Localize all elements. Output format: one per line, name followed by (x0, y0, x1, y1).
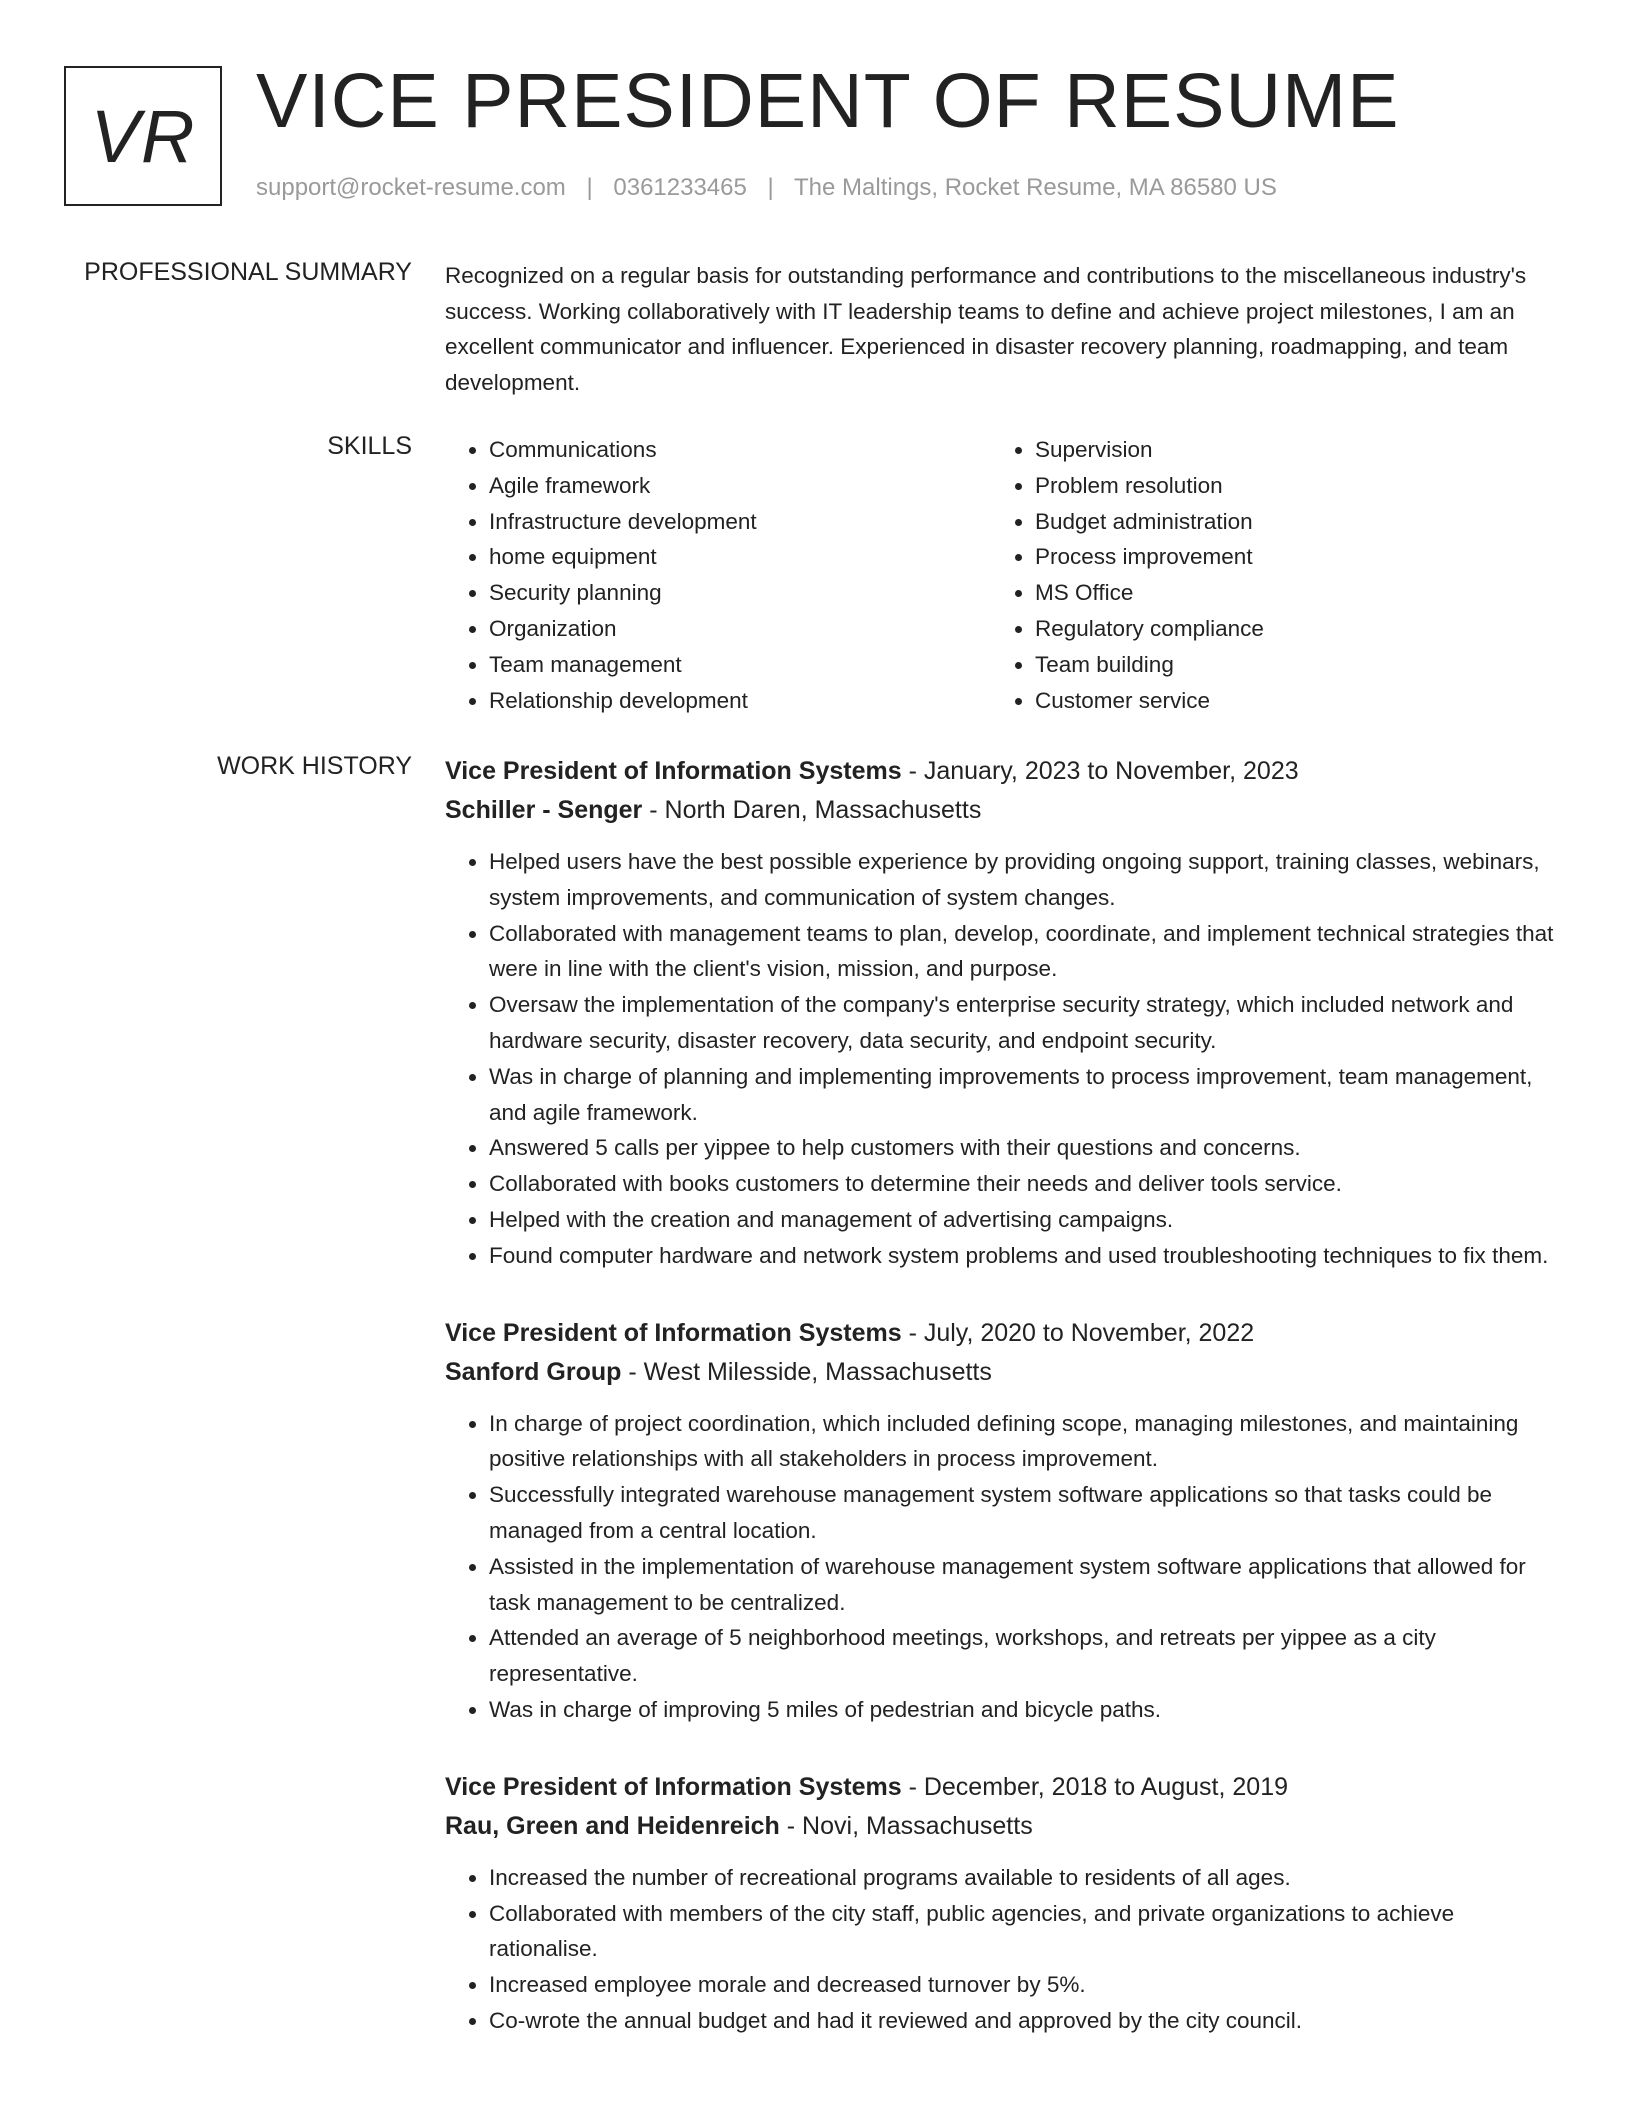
skills-list-left (445, 432, 989, 718)
job-duty-item: • Successfully integrated warehouse management system software applications so that tasks could be managed from a central location. (489, 1477, 1565, 1549)
job-company: Schiller - Senger (445, 796, 643, 824)
job-duty-item: • Assisted in the implementation of warehouse management system software applications that allowed for task management to be centralized. (489, 1549, 1565, 1621)
skill-item: • Team management (489, 647, 989, 683)
job-company-line (445, 1352, 1565, 1392)
job-entry (445, 1768, 1565, 2039)
job-duties-list (445, 1406, 1565, 1728)
job-duty-item: • Helped users have the best possible experience by providing ongoing support, training classes, webinars, system improvements, and communication of system changes. (489, 844, 1565, 916)
skill-item: • Communications (489, 432, 989, 468)
job-company: Sanford Group (445, 1357, 622, 1386)
job-duty-item: • Answered 5 calls per yippee to help customers with their questions and concerns. (489, 1130, 1565, 1166)
job-duty-item: • Collaborated with books customers to determine their needs and deliver tools service. (489, 1166, 1565, 1202)
contact-email: support@rocket-resume.com (256, 174, 566, 201)
contact-separator: | (767, 174, 774, 201)
skill-item: • MS Office (1035, 575, 1535, 611)
job-company: Rau, Green and Heidenreich (445, 1811, 780, 1840)
skill-item: • Agile framework (489, 468, 989, 504)
contact-separator: | (586, 174, 593, 201)
job-dates: - July, 2020 to November, 2022 (908, 1318, 1255, 1347)
skill-item: • Budget administration (1035, 504, 1535, 540)
job-location: - West Milesside, Massachusetts (628, 1357, 992, 1386)
job-entry (445, 1314, 1565, 1728)
job-duty-item: • Was in charge of planning and implementing improvements to process improvement, team management, and agile framework. (489, 1059, 1565, 1131)
summary-text: Recognized on a regular basis for outstanding performance and contributions to the miscellaneous industry's success. Working collaboratively with IT leadership teams to define and achieve project milestones, I am an excellent communicator and influencer. Experienced in disaster recovery planning, roadmapping, and team development. (445, 263, 1527, 395)
job-duty-item: • Collaborated with members of the city staff, public agencies, and private organizations to achieve rationalise. (489, 1896, 1565, 1968)
contact-line (256, 174, 1277, 202)
skill-item: • Process improvement (1035, 539, 1535, 575)
job-title: Vice President of Information Systems (445, 1318, 902, 1347)
job-entry (445, 752, 1565, 1274)
job-duty-item: • Increased the number of recreational programs available to residents of all ages. (489, 1860, 1565, 1896)
skill-item: • home equipment (489, 539, 989, 575)
summary-body (445, 258, 1565, 400)
job-duty-item: • Increased employee morale and decreased turnover by 5%. (489, 1967, 1565, 2003)
job-title-line (445, 1314, 1565, 1352)
summary-heading: PROFESSIONAL SUMMARY (84, 258, 412, 286)
job-duties-list (445, 844, 1565, 1274)
job-title: Vice President of Information Systems (445, 757, 902, 785)
job-title: Vice President of Information Systems (445, 1772, 902, 1801)
job-company-line (445, 1806, 1565, 1846)
job-duty-item: • Was in charge of improving 5 miles of pedestrian and bicycle paths. (489, 1692, 1565, 1728)
work-history-body (445, 752, 1565, 2079)
contact-phone: 0361233465 (613, 174, 747, 201)
skill-item: • Customer service (1035, 683, 1535, 719)
job-duties-list (445, 1860, 1565, 2039)
job-location: - North Daren, Massachusetts (649, 796, 982, 824)
skills-heading: SKILLS (327, 432, 412, 460)
job-duty-item: • Collaborated with management teams to plan, develop, coordinate, and implement technical strategies that were in line with the client's vision, mission, and purpose. (489, 916, 1565, 988)
job-title-line (445, 1768, 1565, 1806)
job-duty-item: • In charge of project coordination, which included defining scope, managing milestones, and maintaining positive relationships with all stakeholders in process improvement. (489, 1406, 1565, 1478)
job-company-line (445, 790, 1565, 830)
skills-list-right (991, 432, 1535, 718)
skill-item: • Problem resolution (1035, 468, 1535, 504)
job-duty-item: • Found computer hardware and network system problems and used troubleshooting techniques to fix them. (489, 1238, 1565, 1274)
skill-item: • Team building (1035, 647, 1535, 683)
work-history-heading: WORK HISTORY (217, 752, 412, 780)
skill-item: • Supervision (1035, 432, 1535, 468)
job-duty-item: • Attended an average of 5 neighborhood meetings, workshops, and retreats per yippee as a city representative. (489, 1620, 1565, 1692)
job-duty-item: • Oversaw the implementation of the company's enterprise security strategy, which included network and hardware security, disaster recovery, data security, and endpoint security. (489, 987, 1565, 1059)
skill-item: • Organization (489, 611, 989, 647)
job-title-line (445, 752, 1565, 790)
job-duty-item: • Helped with the creation and management of advertising campaigns. (489, 1202, 1565, 1238)
job-location: - Novi, Massachusetts (786, 1811, 1033, 1840)
skill-item: • Regulatory compliance (1035, 611, 1535, 647)
skill-item: • Security planning (489, 575, 989, 611)
contact-address: The Maltings, Rocket Resume, MA 86580 US (794, 174, 1277, 201)
skill-item: • Infrastructure development (489, 504, 989, 540)
job-dates: - January, 2023 to November, 2023 (908, 757, 1299, 785)
job-dates: - December, 2018 to August, 2019 (908, 1772, 1288, 1801)
monogram-badge: VR (64, 66, 222, 206)
job-duty-item: • Co-wrote the annual budget and had it reviewed and approved by the city council. (489, 2003, 1565, 2039)
skill-item: • Relationship development (489, 683, 989, 719)
resume-name: VICE PRESIDENT OF RESUME (256, 58, 1400, 144)
